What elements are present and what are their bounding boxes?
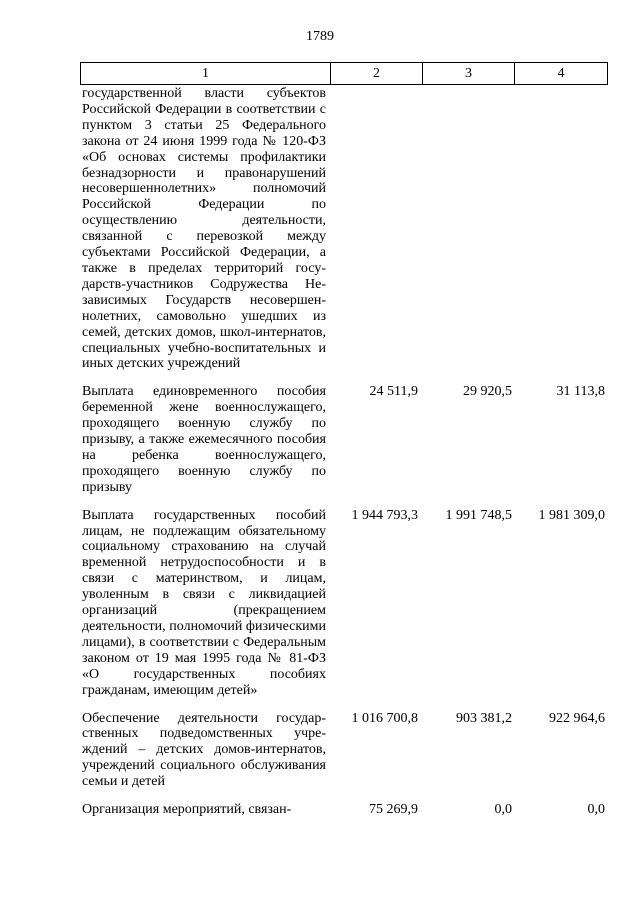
row-value-col3: 903 381,2 — [456, 710, 512, 726]
row-value-col4: 31 113,8 — [556, 384, 605, 400]
row-value-col4: 1 981 309,0 — [538, 507, 605, 523]
row-description: Выплата единовременного пособия беременной жене военнослужащего, проходящего военную службу по призыву, а также ежемесячного пособия на ребенка военнослужащего, проходящего военную службу по призыву — [82, 384, 326, 495]
budget-table-body — [80, 86, 607, 830]
table-row — [80, 86, 607, 372]
row-value-col3: 1 991 748,5 — [445, 507, 512, 523]
row-description: Выплата государственных пособий лицам, не подлежащим обязательному социальному страхованию на случай временной нетрудоспособности и в связи с материнством, и лицам, уволенным в связи с ликвидацией организаций (прекращением деятельности, полномочий физическими лицами), в соответствии с Федеральным законом от 19 мая 1995 года № 81-ФЗ «О государственных пособиях гражданам, имеющим детей» — [82, 507, 326, 698]
row-value-col3 — [418, 86, 512, 372]
table-row — [80, 802, 607, 818]
row-value-col2: 1 944 793,3 — [351, 507, 418, 523]
column-header-4: 4 — [515, 63, 608, 85]
table-row — [80, 384, 607, 495]
row-value-col2: 75 269,9 — [369, 802, 418, 818]
column-header-table — [80, 62, 608, 85]
row-value-col4: 0,0 — [587, 802, 605, 818]
row-value-col4 — [512, 86, 605, 372]
row-value-col4: 922 964,6 — [549, 710, 605, 726]
page-number: 1789 — [306, 29, 334, 44]
row-description: Обеспечение деятельности государственных подведомственных учреждений – детских домов-интернатов, учреждений социального обслуживания семьи и детей — [82, 710, 326, 790]
column-header-1: 1 — [81, 63, 331, 85]
column-header-2: 2 — [331, 63, 423, 85]
row-value-col3: 29 920,5 — [463, 384, 512, 400]
row-description: государственной власти субъектов Российской Федерации в соответствии с пунктом 3 статьи 25 Федерального закона от 24 июня 1999 года № 120-ФЗ «Об основах системы профилактики безнадзорности и правонарушений несовершеннолетних» полномочий Российской Федерации по осуществлению деятельности, связанной с перевозкой между субъектами Российской Федерации, а также в пределах территорий государств-участников Содружества Независимых Государств несовершеннолетних, самовольно ушедших из семей, детских домов, школ-интернатов, специальных учебно-воспитательных и иных детских учреждений — [82, 86, 326, 372]
column-header-row — [81, 63, 608, 85]
row-value-col2 — [326, 86, 418, 372]
row-description: Организация мероприятий, связан- — [82, 802, 292, 818]
column-header-3: 3 — [423, 63, 515, 85]
row-value-col2: 24 511,9 — [369, 384, 418, 400]
row-value-col3: 0,0 — [494, 802, 512, 818]
table-row — [80, 711, 607, 791]
row-value-col2: 1 016 700,8 — [351, 710, 418, 726]
table-row — [80, 508, 607, 699]
